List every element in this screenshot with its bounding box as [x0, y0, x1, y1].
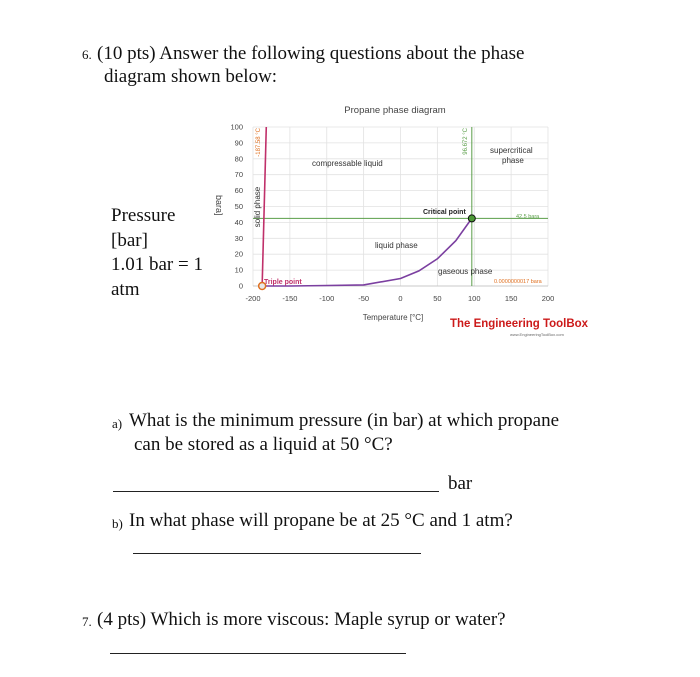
x-tick-5: 50: [433, 294, 442, 303]
pressure-note-line1: Pressure: [111, 205, 176, 226]
answer-7-blank[interactable]: [110, 653, 406, 654]
y-tick-9: 90: [234, 138, 243, 148]
pressure-note-line3: 1.01 bar = 1: [111, 254, 203, 275]
x-tick-7: 150: [504, 294, 518, 303]
question-6-line1: (10 pts) Answer the following questions about the phase: [97, 43, 525, 64]
y-tick-8: 80: [234, 154, 243, 164]
y-tick-0: 0: [238, 281, 243, 291]
answer-b-blank[interactable]: [133, 553, 421, 554]
chart-title: Propane phase diagram: [344, 105, 446, 116]
y-tick-10: 100: [230, 122, 243, 132]
y-tick-5: 50: [234, 202, 243, 211]
x-tick-1: -150: [282, 294, 298, 303]
supercritical-label-1: supercritical: [490, 146, 533, 155]
x-tick-3: -50: [358, 294, 370, 303]
critical-pressure-label: 42.5 bara: [516, 214, 540, 220]
engineering-toolbox-url: www.EngineeringToolBox.com: [510, 332, 564, 337]
y-tick-4: 40: [234, 217, 243, 227]
liquid-phase-label: liquid phase: [375, 241, 418, 250]
x-tick-6: 100: [467, 294, 481, 303]
y-tick-7: 70: [234, 170, 243, 180]
x-tick-4: 0: [398, 294, 403, 303]
gaseous-phase-label: gaseous phase: [438, 267, 493, 276]
phase-diagram-chart: [200, 95, 600, 340]
solid-phase-label: solid phase: [253, 186, 262, 228]
x-axis-label: Temperature [°C]: [362, 313, 424, 322]
engineering-toolbox-logo: The Engineering ToolBox: [450, 316, 589, 330]
y-tick-6: 60: [234, 186, 243, 196]
x-tick-8: 200: [541, 294, 555, 303]
critical-temp-label: 96.672 °C: [463, 128, 469, 155]
y-axis-label: bara]: [214, 195, 224, 216]
critical-point-label: Critical point: [423, 209, 466, 216]
triple-point-label: Triple point: [264, 279, 302, 286]
question-6-number: 6.: [82, 47, 92, 62]
compressable-liquid-label: compressable liquid: [312, 159, 383, 168]
question-7-number: 7.: [82, 614, 92, 629]
triple-temp-label: -187.58 °C: [256, 128, 262, 157]
y-tick-3: 30: [234, 233, 243, 243]
critical-point-marker: [468, 215, 475, 222]
question-a-line2: can be stored as a liquid at 50 °C?: [134, 434, 393, 455]
question-b-text: In what phase will propane be at 25 °C and 1 atm?: [129, 510, 513, 531]
question-a-letter: a): [112, 416, 123, 431]
question-7-text: (4 pts) Which is more viscous: Maple syrup or water?: [97, 609, 506, 630]
y-tick-labels: [230, 123, 243, 291]
y-tick-2: 20: [234, 249, 243, 259]
question-b-letter: b): [112, 516, 123, 531]
pressure-note-line4: atm: [111, 279, 140, 300]
x-tick-0: -200: [245, 294, 261, 303]
pressure-note-line2: [bar]: [111, 230, 148, 251]
y-tick-1: 10: [234, 265, 243, 275]
answer-a-blank[interactable]: [113, 491, 439, 492]
x-tick-2: -100: [319, 294, 335, 303]
question-6-line2: diagram shown below:: [104, 66, 278, 87]
triple-pressure-label: 0.0000000017 bara: [494, 279, 542, 285]
supercritical-label-2: phase: [502, 156, 524, 165]
answer-a-unit: bar: [448, 473, 473, 494]
x-tick-labels: [245, 294, 554, 303]
question-a-line1: What is the minimum pressure (in bar) at which propane: [129, 410, 560, 431]
